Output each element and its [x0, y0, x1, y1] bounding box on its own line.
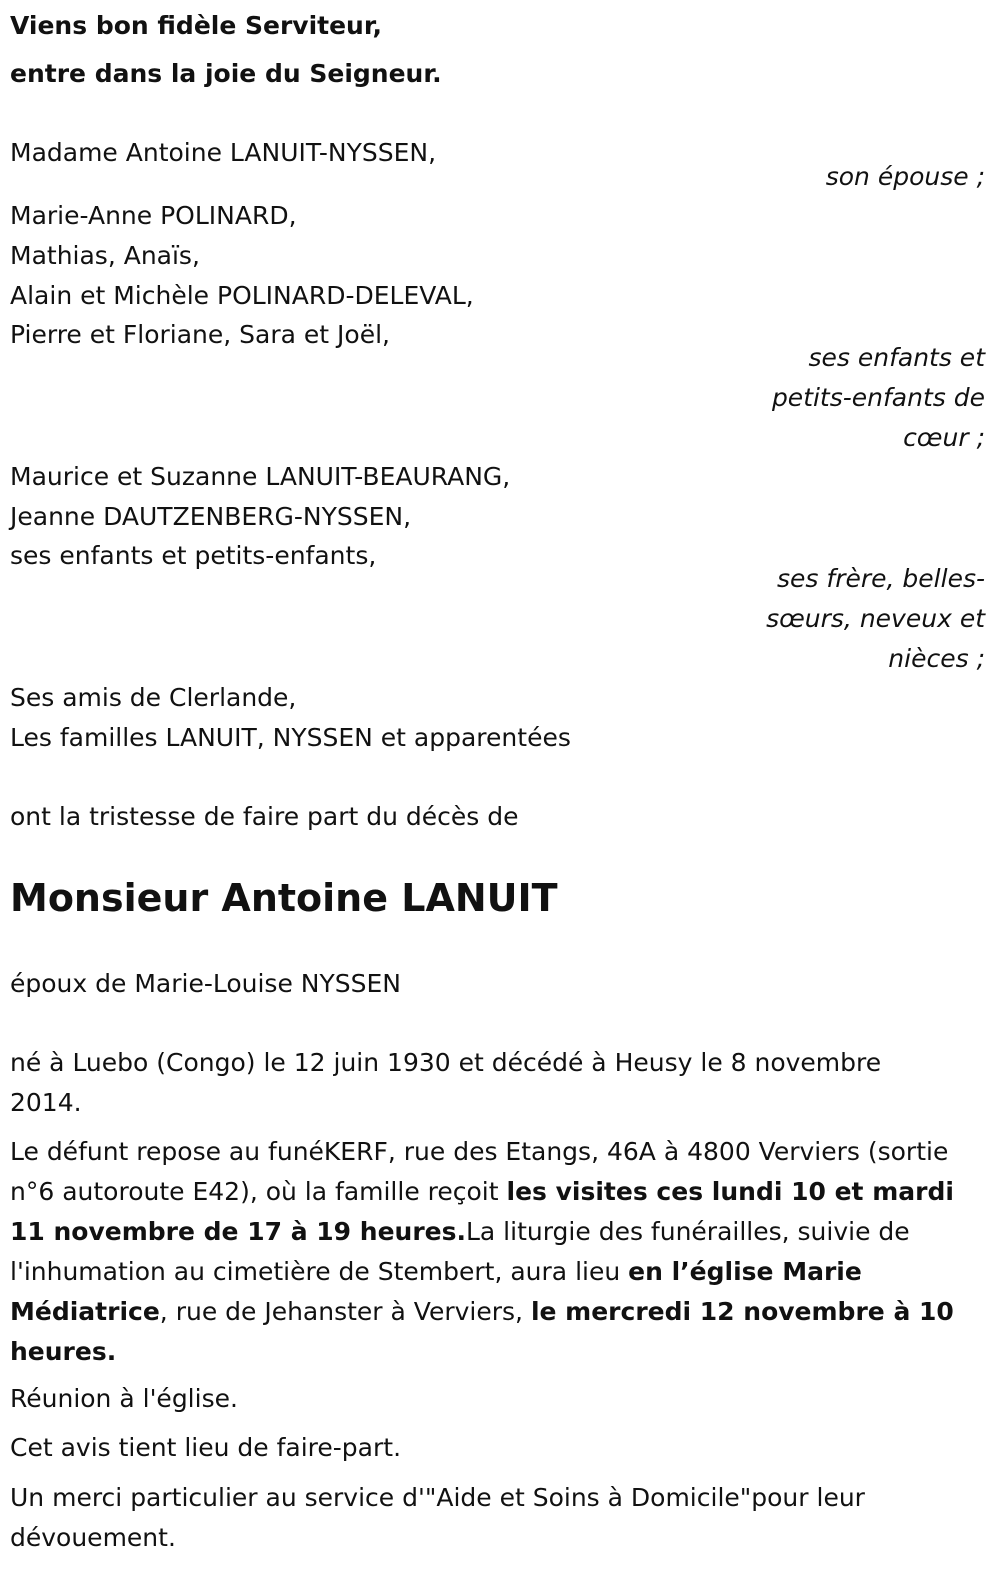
birth-death-dates: né à Luebo (Congo) le 12 juin 1930 et décédé à Heusy le 8 novembre 2014.	[10, 1048, 882, 1117]
reunion-note: Réunion à l'église.	[10, 1384, 238, 1413]
siblings-name: Jeanne DAUTZENBERG-NYSSEN,	[10, 502, 412, 531]
others-name: Les familles LANUIT, NYSSEN et apparentées	[10, 723, 571, 752]
siblings-name: Maurice et Suzanne LANUIT-BEAURANG,	[10, 462, 511, 491]
spouse-name: Madame Antoine LANUIT-NYSSEN,	[10, 138, 437, 167]
announcement-text: ont la tristesse de faire part du décès de	[10, 802, 519, 831]
children-role: ses enfants et petits-enfants de cœur ;	[771, 343, 985, 452]
funeral-details	[10, 1132, 985, 1372]
spouse-role: son épouse ;	[825, 162, 985, 191]
children-name: Mathias, Anaïs,	[10, 241, 200, 270]
siblings-role: ses frère, belles-sœurs, neveux et nièces ;	[766, 564, 985, 673]
funeral-date: le mercredi 12 novembre à 10 heures.	[10, 1297, 954, 1366]
siblings-name: ses enfants et petits-enfants,	[10, 541, 377, 570]
header-verse-line-1: Viens bon fidèle Serviteur,	[10, 11, 383, 40]
header-verse-line-2: entre dans la joie du Seigneur.	[10, 59, 442, 88]
details-text: Le défunt repose au funéKERF, rue des Etangs, 46A à 4800 Verviers (sortie n°6 autoroute E42), où la famille reçoit	[10, 1137, 949, 1206]
church-name: en l’église Marie Médiatrice	[10, 1257, 862, 1326]
deceased-name: Monsieur Antoine LANUIT	[10, 876, 558, 920]
children-name: Marie-Anne POLINARD,	[10, 201, 297, 230]
deceased-spouse: époux de Marie-Louise NYSSEN	[10, 969, 401, 998]
obituary-notice	[10, 0, 985, 1581]
details-text: La liturgie des funérailles, suivie de l'inhumation au cimetière de Stembert, aura lieu	[10, 1217, 910, 1286]
visiting-hours: les visites ces lundi 10 et mardi 11 novembre de 17 à 19 heures.	[10, 1177, 954, 1246]
others-name: Ses amis de Clerlande,	[10, 683, 297, 712]
children-name: Alain et Michèle POLINARD-DELEVAL,	[10, 281, 474, 310]
children-name: Pierre et Floriane, Sara et Joël,	[10, 320, 390, 349]
notice-note: Cet avis tient lieu de faire-part.	[10, 1433, 402, 1462]
details-text: , rue de Jehanster à Verviers,	[159, 1297, 531, 1326]
thanks-note: Un merci particulier au service d'"Aide et Soins à Domicile"pour leur dévouement.	[10, 1483, 865, 1552]
